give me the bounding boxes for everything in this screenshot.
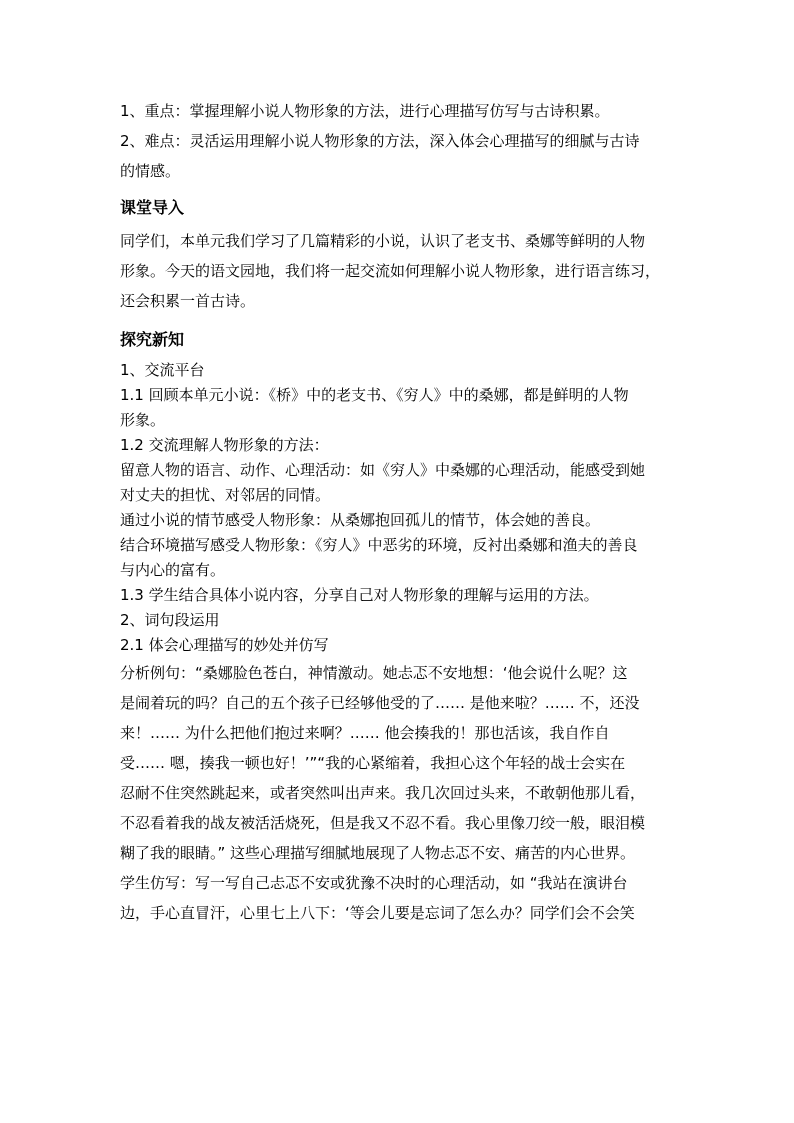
- section-2-title: 2、词句段运用: [120, 611, 220, 629]
- method-1-line: 对丈夫的担忧、对邻居的同情。: [120, 486, 331, 504]
- intro-line: 还会积累一首古诗。: [120, 292, 256, 310]
- example-line: 来！…… 为什么把他们抱过来啊？…… 他会揍我的！那也活该，我自作自: [120, 724, 610, 742]
- key-point-text: 1、重点：掌握理解小说人物形象的方法，进行心理描写仿写与古诗积累。: [120, 102, 610, 120]
- intro-heading: 课堂导入: [120, 198, 185, 217]
- example-line: 是闹着玩的吗？自己的五个孩子已经够他受的了…… 是他来啦？…… 不，还没: [120, 694, 640, 712]
- item-1-1-line: 1.1 回顾本单元小说：《桥》中的老支书、《穷人》中的桑娜，都是鲜明的人物: [120, 386, 629, 404]
- intro-line: 同学们，本单元我们学习了几篇精彩的小说，认识了老支书、桑娜等鲜明的人物: [120, 232, 646, 250]
- difficult-point-text: 的情感。: [120, 162, 181, 180]
- item-2-1-title: 2.1 体会心理描写的妙处并仿写: [120, 636, 329, 654]
- difficult-point-text: 2、难点：灵活运用理解小说人物形象的方法，深入体会心理描写的细腻与古诗: [120, 132, 640, 150]
- teaching-goals: [120, 96, 678, 186]
- method-1-line: 留意人物的语言、动作、心理活动：如《穷人》中桑娜的心理活动，能感受到她: [120, 461, 646, 479]
- section-1-title: 1、交流平台: [120, 361, 205, 379]
- item-1-2-title: 1.2 交流理解人物形象的方法：: [120, 436, 329, 454]
- method-3-line: 结合环境描写感受人物形象：《穷人》中恶劣的环境，反衬出桑娜和渔夫的善良: [120, 536, 638, 554]
- student-practice: [120, 868, 678, 928]
- intro-paragraph: [120, 226, 678, 316]
- example-line: 受…… 嗯，揍我一顿也好！’”“我的心紧缩着，我担心这个年轻的战士会实在: [120, 754, 626, 772]
- explore-heading: 探究新知: [120, 330, 185, 349]
- intro-line: 形象。今天的语文园地，我们将一起交流如何理解小说人物形象，进行语言练习，: [120, 262, 661, 280]
- item-1-3-text: 1.3 学生结合具体小说内容，分享自己对人物形象的理解与运用的方法。: [120, 586, 599, 604]
- item-1-1-line: 形象。: [120, 411, 166, 429]
- example-analysis: [120, 658, 678, 868]
- method-2-text: 通过小说的情节感受人物形象：从桑娜抱回孤儿的情节，体会她的善良。: [120, 511, 601, 529]
- example-line: 不忍看着我的战友被活活烧死，但是我又不忍不看。我心里像刀绞一般，眼泪模: [120, 814, 646, 832]
- explore-section-compact: [120, 358, 678, 658]
- practice-line: 学生仿写：写一写自己忐忑不安或犹豫不决时的心理活动，如 “我站在演讲台: [120, 874, 628, 892]
- example-line: 忍耐不住突然跳起来，或者突然叫出声来。我几次回过头来，不敢朝他那儿看，: [120, 784, 646, 802]
- practice-line: 边，手心直冒汗，心里七上八下：‘等会儿要是忘词了怎么办？同学们会不会笑: [120, 904, 635, 922]
- example-line: 糊了我的眼睛。” 这些心理描写细腻地展现了人物忐忑不安、痛苦的内心世界。: [120, 844, 636, 862]
- method-3-line: 与内心的富有。: [120, 561, 226, 579]
- document-page: [120, 96, 678, 928]
- example-line: 分析例句：“桑娜脸色苍白，神情激动。她忐忑不安地想：‘他会说什么呢？这: [120, 664, 628, 682]
